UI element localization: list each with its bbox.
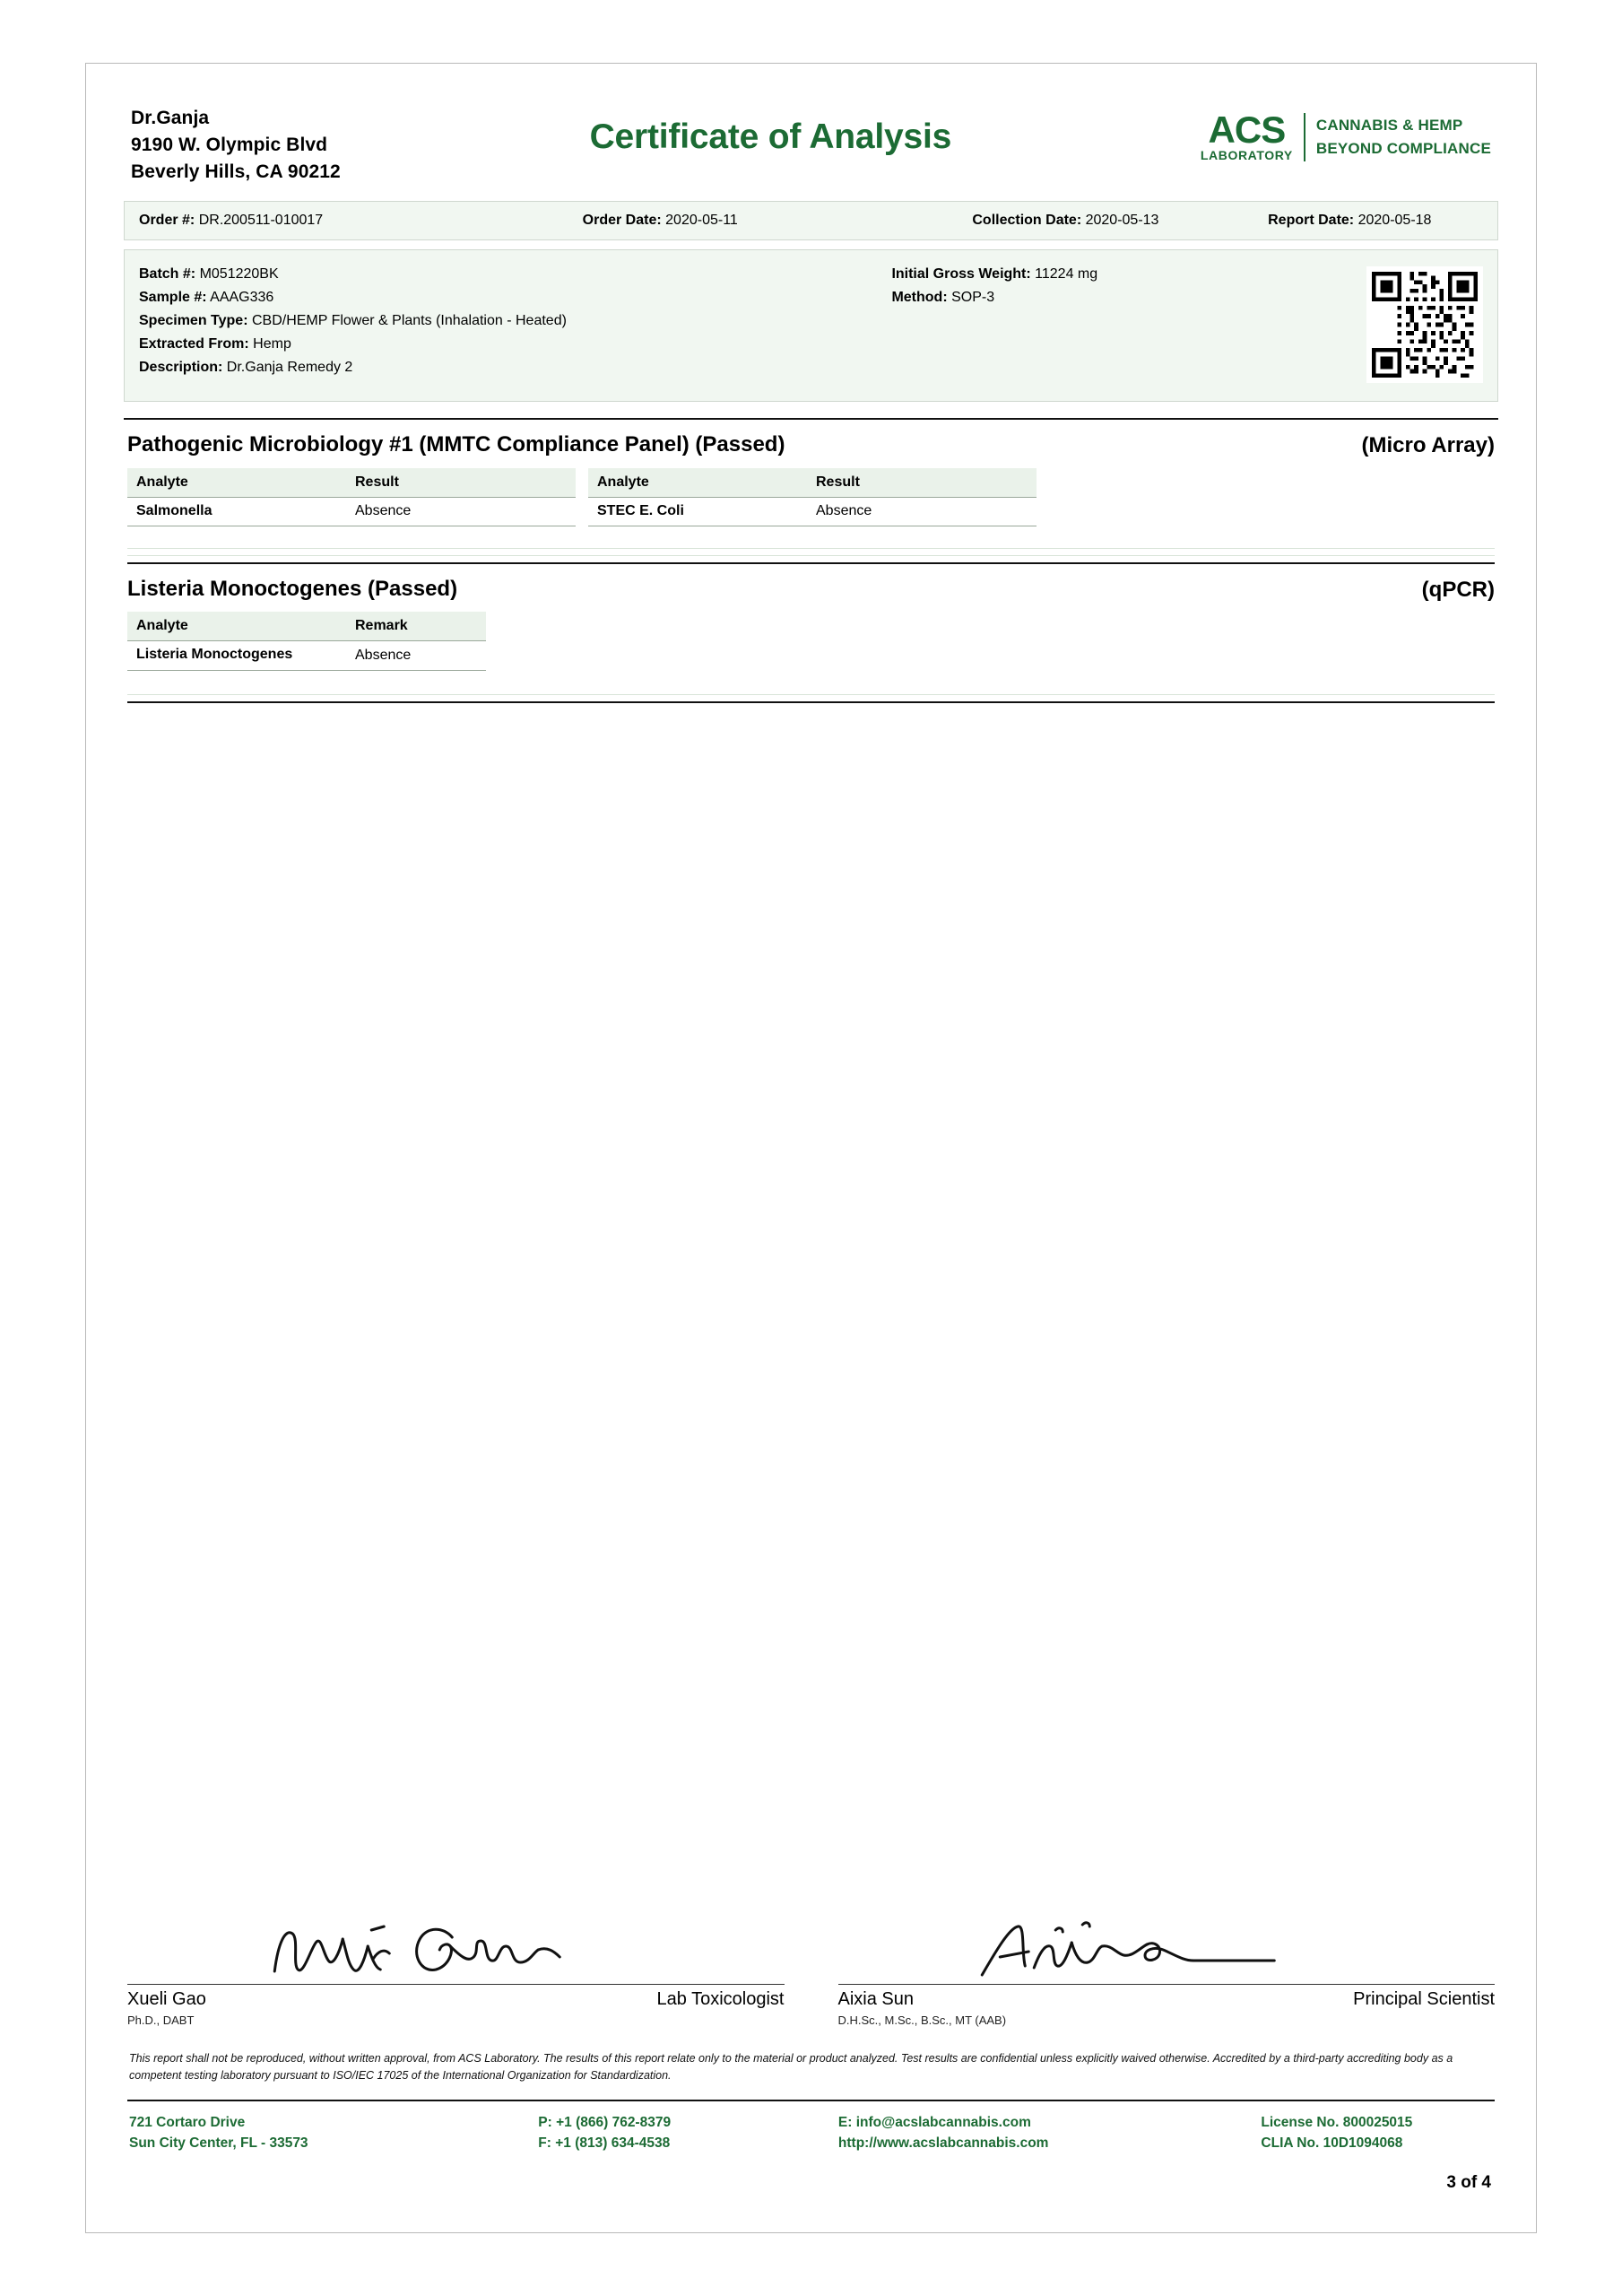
report-date-field [1268,213,1483,229]
sample-info-left-column [139,263,891,387]
legal-disclaimer: This report shall not be reproduced, without written approval, from ACS Laboratory. The results of this report relate only to the material or product analyzed. Test results are confidential unless explicitly waived otherwise. Accredited by a third-party accrediting body as a competent testing laboratory pursuant to ISO/IEC 17025 of the International Organization for Standardization. [129,2051,1453,2083]
report-date-label: Report Date: [1268,213,1355,229]
column-header-remark: Remark [325,612,486,641]
listeria-table [127,612,486,671]
order-date-field [583,213,973,229]
section-2-title: Listeria Monoctogenes (Passed) [127,576,458,601]
license-number: License No. 800025015 [1261,2114,1413,2130]
signatory-role-2: Principal Scientist [1353,1988,1495,2009]
sample-value: AAAG336 [210,290,274,306]
signature-image-1 [127,1907,785,1984]
gross-weight-value: 11224 mg [1035,266,1098,283]
logo-divider [1304,113,1305,161]
collection-date-field [972,213,1268,229]
acs-laboratory-logo [1201,105,1491,162]
lab-website-link[interactable]: http://www.acslabcannabis.com [837,2135,1049,2151]
signature-block-1 [127,1907,785,2027]
extracted-from-label: Extracted From: [139,336,249,352]
method-label: Method: [891,290,948,306]
section-1-tables [124,468,1498,526]
section-2-tables [124,612,1498,671]
footer-contact-row [124,2101,1498,2154]
signatory-credentials-2: D.H.Sc., M.Sc., B.Sc., MT (AAB) [837,2013,1007,2027]
section-2-header [124,564,1498,612]
analyte-name: Salmonella [127,497,325,526]
batch-value: M051220BK [199,266,279,283]
handwritten-signature-icon [127,1907,785,1984]
description-label: Description: [139,360,223,376]
sample-field [139,286,891,309]
gross-weight-field [891,263,1295,286]
extracted-from-field [139,333,891,356]
signatory-name-2: Aixia Sun [837,1988,914,2009]
divider-thick-2 [127,701,1495,703]
divider-thin-3 [127,694,1495,695]
column-header-analyte: Analyte [127,612,325,641]
page-number: 3 of 4 [1446,2173,1491,2192]
table-row [127,497,576,526]
section-2-method: (qPCR) [1421,577,1495,602]
handwritten-signature-icon [838,1907,1496,1984]
lab-license-block [1261,2112,1493,2154]
acs-tagline-line-1: CANNABIS & HEMP [1315,117,1463,135]
order-info-bar [124,201,1498,240]
section-1-method: (Micro Array) [1361,433,1495,458]
clia-number: CLIA No. 10D1094068 [1261,2135,1403,2151]
acs-logo-tagline [1316,114,1491,160]
specimen-type-field [139,309,891,333]
lab-email[interactable]: E: info@acslabcannabis.com [837,2114,1031,2130]
qr-code-image [1372,272,1478,378]
acs-logo-mark [1200,109,1304,162]
description-field [139,356,891,379]
lab-phone-block [538,2112,838,2154]
collection-date-label: Collection Date: [972,213,1082,229]
document-header [124,96,1498,201]
section-1-title: Pathogenic Microbiology #1 (MMTC Compliance Panel) (Passed) [127,432,785,457]
analyte-result: Absence [785,497,1037,526]
table-row [127,640,486,670]
analyte-remark: Absence [325,640,486,670]
signatory-credentials-1: Ph.D., DABT [127,2013,195,2027]
specimen-type-label: Specimen Type: [139,313,248,329]
order-number-field [139,213,583,229]
sample-info-right-column [891,263,1295,387]
divider-thin-1 [127,548,1495,549]
collection-date-value: 2020-05-13 [1085,213,1159,229]
lab-address-block [129,2112,538,2154]
analyte-name: STEC E. Coli [588,497,785,526]
acs-logo-acronym: ACS [1208,109,1286,151]
company-block [131,105,341,185]
document-footer [124,1907,1498,2193]
method-field [891,286,1295,309]
description-value: Dr.Ganja Remedy 2 [226,360,353,376]
company-address-line-1: 9190 W. Olympic Blvd [131,134,328,155]
table-header-row [127,612,486,641]
lab-address-line-2: Sun City Center, FL - 33573 [129,2135,308,2151]
column-header-result: Result [325,468,576,498]
lab-phone: P: +1 (866) 762-8379 [538,2114,672,2130]
page-title: Certificate of Analysis [589,117,952,156]
batch-label: Batch #: [139,266,196,283]
table-header-row [588,468,1037,498]
company-name: Dr.Ganja [131,108,210,128]
analyte-name: Listeria Monoctogenes [127,640,325,670]
document-sheet [85,63,1537,2233]
lab-fax: F: +1 (813) 634-4538 [538,2135,671,2151]
method-value: SOP-3 [951,290,995,306]
column-header-analyte: Analyte [127,468,325,498]
gross-weight-label: Initial Gross Weight: [891,266,1031,283]
section-1-bottom-rules [124,526,1498,564]
order-number-value: DR.200511-010017 [198,213,324,229]
lab-address-line-1: 721 Cortaro Drive [129,2114,246,2130]
signature-name-row-2 [838,1985,1496,2010]
qr-code [1366,266,1483,383]
sample-info-panel [124,249,1498,402]
order-number-label: Order #: [139,213,195,229]
report-date-value: 2020-05-18 [1357,213,1432,229]
batch-field [139,263,891,286]
column-header-analyte: Analyte [588,468,785,498]
table-header-row [127,468,576,498]
extracted-from-value: Hemp [253,336,291,352]
company-address-line-2: Beverly Hills, CA 90212 [131,161,341,182]
table-row [588,497,1037,526]
signatory-role-1: Lab Toxicologist [656,1988,785,2009]
signature-image-2 [838,1907,1496,1984]
order-date-value: 2020-05-11 [665,213,738,229]
acs-logo-laboratory: LABORATORY [1200,147,1293,162]
signature-name-row-1 [127,1985,785,2010]
order-date-label: Order Date: [582,213,662,229]
pathogenic-table-left [127,468,576,526]
signatures-row [124,1907,1498,2027]
signature-block-2 [838,1907,1496,2027]
column-header-result: Result [785,468,1037,498]
divider-thin-2 [127,555,1495,556]
section-1-header [124,420,1498,467]
section-2-bottom-rules [124,671,1498,703]
analyte-result: Absence [325,497,576,526]
specimen-type-value: CBD/HEMP Flower & Plants (Inhalation - Heated) [251,313,567,329]
pathogenic-table-right [588,468,1037,526]
lab-online-block [838,2112,1262,2154]
signatory-name-1: Xueli Gao [127,1988,206,2009]
acs-tagline-line-2: BEYOND COMPLIANCE [1315,139,1491,157]
sample-label: Sample #: [139,290,207,306]
